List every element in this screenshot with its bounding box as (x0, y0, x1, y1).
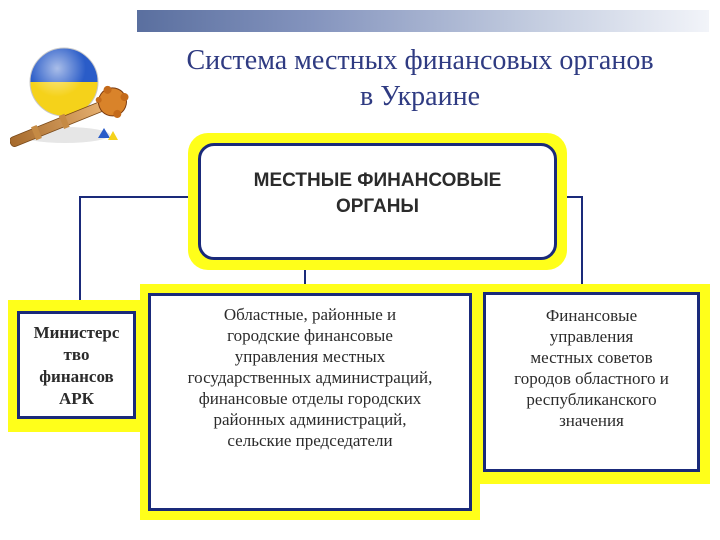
connector-left-vertical (79, 196, 81, 312)
top-box-inner (198, 143, 557, 260)
connector-left-horizontal (79, 196, 199, 198)
center-box-text (155, 304, 465, 451)
top-box-line: МЕСТНЫЕ ФИНАНСОВЫЕ (253, 170, 502, 191)
right-box-line: значения (559, 411, 624, 430)
center-box-line: сельские председатели (227, 431, 393, 450)
center-box-line: городские финансовые (227, 326, 393, 345)
right-box-line: республиканского (526, 390, 657, 409)
center-box-line: финансовые отделы городских (198, 389, 422, 408)
right-box-inner (483, 292, 700, 472)
right-box-line: городов областного и (514, 369, 669, 388)
center-box-line: Областные, районные и (223, 305, 397, 324)
top-box-local-financial-bodies (188, 133, 567, 270)
center-box-inner (148, 293, 472, 511)
center-box-line: управления местных (234, 347, 386, 366)
left-box-line: тво (63, 345, 90, 364)
top-box-line: ОРГАНЫ (335, 196, 420, 217)
connector-right-vertical (581, 196, 583, 296)
right-box-line: Финансовые (545, 306, 638, 325)
right-box-city-councils (474, 284, 710, 484)
page-title-line1: Система местных финансовых органов (186, 45, 654, 76)
left-box-text (24, 322, 129, 410)
page-title-line2: в Украине (359, 81, 480, 112)
left-box-ministry-ark (8, 300, 145, 432)
left-box-line: АРК (59, 389, 94, 408)
left-box-inner (17, 311, 136, 419)
right-box-line: управления (549, 327, 634, 346)
center-box-regional-administrations (140, 284, 480, 520)
center-box-line: районных администраций, (213, 410, 407, 429)
left-box-line: Министерс (33, 323, 120, 342)
title-decor-bar (137, 10, 709, 32)
center-box-line: государственных администраций, (187, 368, 433, 387)
top-box-text (201, 168, 554, 220)
left-box-line: финансов (39, 367, 114, 386)
right-box-line: местных советов (530, 348, 653, 367)
right-box-text (490, 305, 693, 431)
